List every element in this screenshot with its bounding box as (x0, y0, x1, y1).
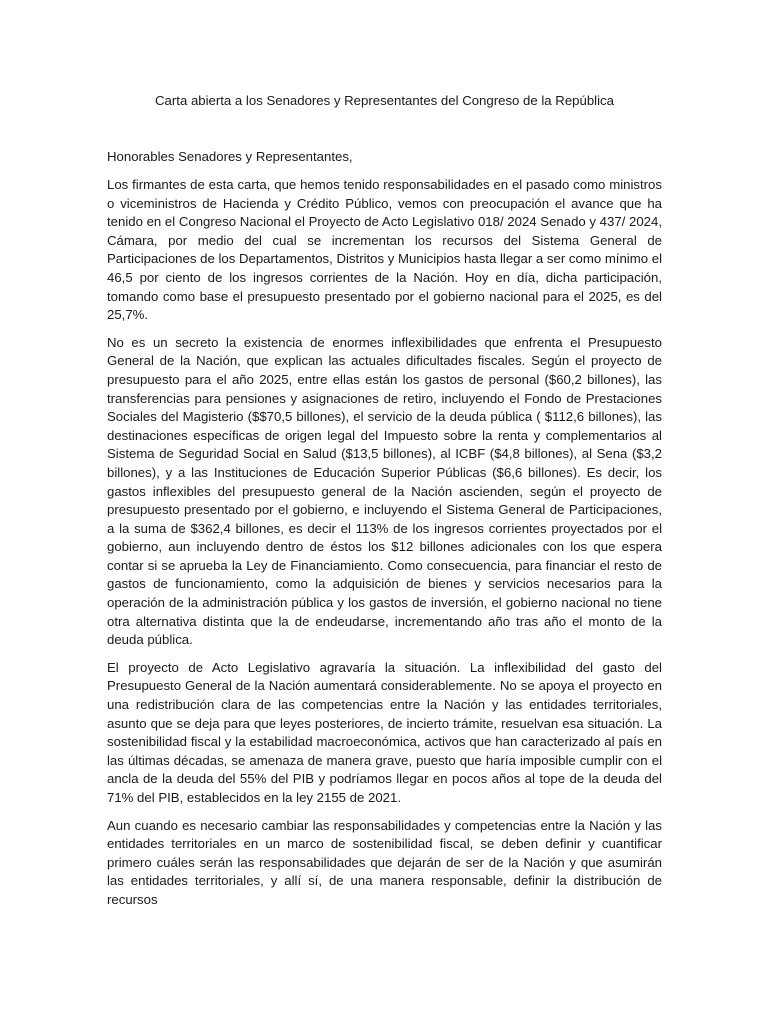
paragraph-4: Aun cuando es necesario cambiar las responsabilidades y competencias entre la Nación y las entidades territoriales en un marco de sostenibilidad fiscal, se deben definir y cuantificar primero cuáles serán las responsabilidades que dejarán de ser de la Nación y que asumirán las entidades territoriales, y allí sí, de una manera responsable, definir la distribución de recursos (107, 817, 662, 907)
letter-title: Carta abierta a los Senadores y Representantes del Congreso de la República (155, 93, 614, 108)
letter-salutation: Honorables Senadores y Representantes, (107, 149, 353, 164)
paragraph-1: Los firmantes de esta carta, que hemos tenido responsabilidades en el pasado como ministros o viceministros de Hacienda y Crédito Público, vemos con preocupación el avance que ha tenido en el Congreso Nacional el Proyecto de Acto Legislativo 018/ 2024 Senado y 437/ 2024, Cámara, por medio del cual se incrementan los recursos del Sistema General de Participaciones de los Departamentos, Distritos y Municipios hasta llegar a ser como mínimo el 46,5 por ciento de los ingresos corrientes de la Nación. Hoy en día, dicha participación, tomando como base el presupuesto presentado por el gobierno nacional para el 2025, es del 25,7%. (107, 177, 662, 323)
paragraph-3: El proyecto de Acto Legislativo agravaría la situación. La inflexibilidad del gasto del Presupuesto General de la Nación aumentará considerablemente. No se apoya el proyecto en una redistribución clara de las competencias entre la Nación y las entidades territoriales, asunto que se deja para que leyes posteriores, de incierto trámite, resuelvan esa situación. La sostenibilidad fiscal y la estabilidad macroeconómica, activos que han caracterizado al país en las últimas décadas, se amenaza de manera grave, puesto que haría imposible cumplir con el ancla de la deuda del 55% del PIB y podríamos llegar en pocos años al tope de la deuda del 71% del PIB, establecidos en la ley 2155 de 2021. (107, 659, 662, 805)
paragraph-2: No es un secreto la existencia de enormes inflexibilidades que enfrenta el Presupuesto General de la Nación, que explican las actuales dificultades fiscales. Según el proyecto de presupuesto para el año 2025, entre ellas están los gastos de personal ($60,2 billones), las transferencias para pensiones y asignaciones de retiro, incluyendo el Fondo de Prestaciones Sociales del Magisterio ($$70,5 billones), el servicio de la deuda pública ( $112,6 billones), las destinaciones específicas de origen legal del Impuesto sobre la renta y complementarios al Sistema de Seguridad Social en Salud ($13,5 billones), al ICBF ($4,8 billones), al Sena ($3,2 billones), y a las Instituciones de Educación Superior Públicas ($6,6 billones). Es decir, los gastos inflexibles del presupuesto general de la Nación ascienden, según el proyecto de presupuesto presentado por el gobierno, e incluyendo el Sistema General de Participaciones, a la suma de $362,4 billones, es decir el 113% de los ingresos corrientes proyectados por el gobierno, aun incluyendo dentro de éstos los $12 billones adicionales con los que espera contar si se aprueba la Ley de Financiamiento. Como consecuencia, para financiar el resto de gastos de funcionamiento, como la adquisición de bienes y servicios necesarios para la operación de la administración pública y los gastos de inversión, el gobierno nacional no tiene otra alternativa distinta que la de endeudarse, incrementando año tras año el monto de la deuda pública. (107, 334, 662, 648)
letter-page (107, 92, 662, 919)
